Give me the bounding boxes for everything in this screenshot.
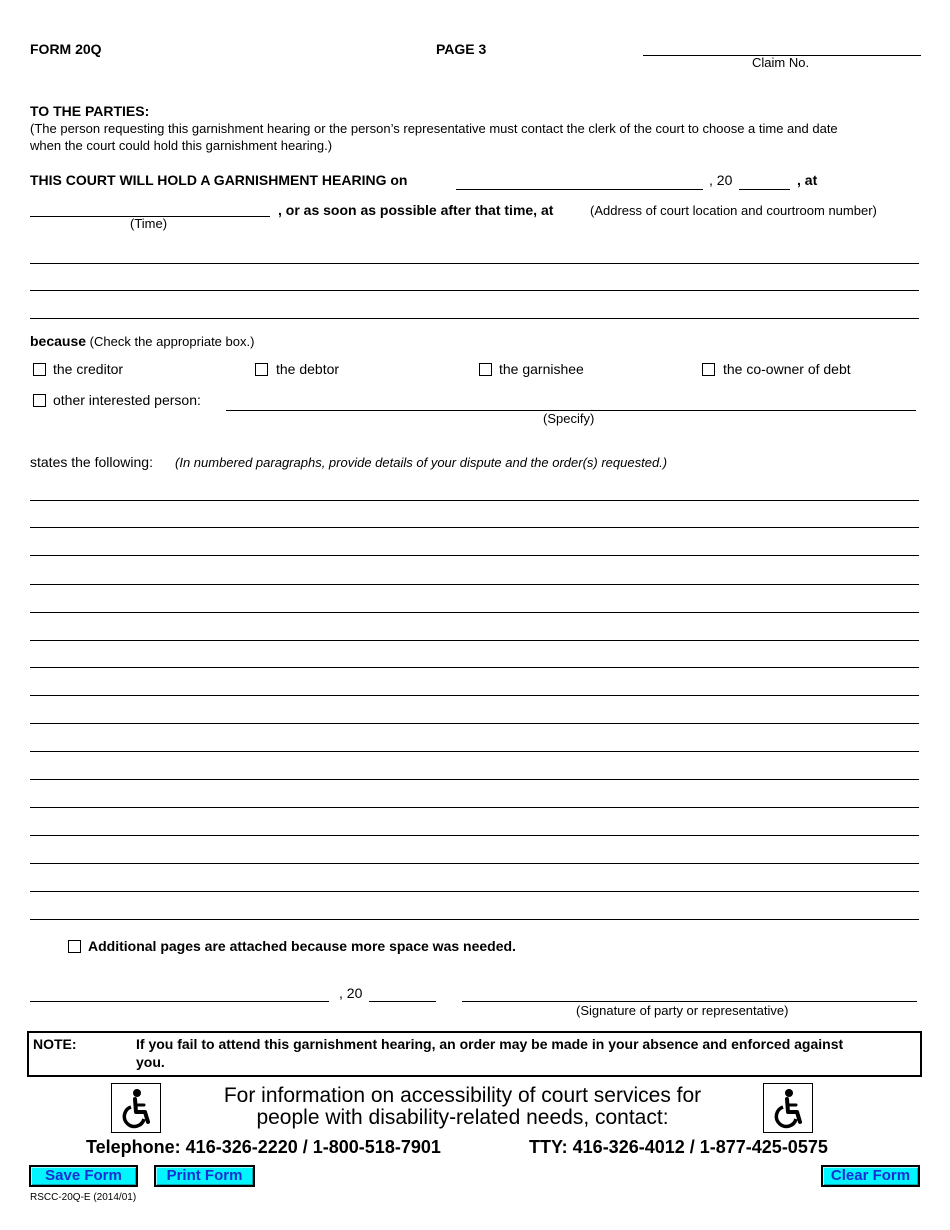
statement-line[interactable] (30, 863, 919, 864)
note-label: NOTE: (33, 1036, 77, 1052)
wheelchair-icon (111, 1083, 161, 1133)
signature-date-field[interactable] (30, 1001, 329, 1002)
time-caption: (Time) (130, 216, 168, 231)
statement-label: states the following: (30, 454, 153, 470)
hearing-at: , at (797, 172, 818, 188)
signature-field[interactable] (462, 1001, 917, 1002)
hearing-soon: , or as soon as possible after that time, at (278, 202, 554, 218)
statement-line[interactable] (30, 612, 919, 613)
address-hint: (Address of court location and courtroom number) (590, 203, 877, 218)
other-person-checkbox[interactable] (33, 394, 46, 407)
statement-line[interactable] (30, 584, 919, 585)
statement-line[interactable] (30, 555, 919, 556)
signature-caption: (Signature of party or representative) (576, 1003, 789, 1018)
note-box (27, 1031, 922, 1077)
co-owner-label: the co-owner of debt (723, 361, 851, 377)
hearing-date-field[interactable] (456, 189, 703, 190)
clear-form-button[interactable]: Clear Form (821, 1165, 920, 1187)
form-code: RSCC-20Q-E (2014/01) (30, 1192, 137, 1203)
signature-year-field[interactable] (369, 1001, 436, 1002)
hearing-year-field[interactable] (739, 189, 790, 190)
debtor-label: the debtor (276, 361, 340, 377)
debtor-checkbox[interactable] (255, 363, 268, 376)
statement-line[interactable] (30, 695, 919, 696)
because-label-row (30, 333, 254, 349)
statement-line[interactable] (30, 667, 919, 668)
parties-instruction-line1: (The person requesting this garnishment hearing or the person’s representative must contact the clerk of the court to choose a time and date (30, 121, 838, 136)
statement-line[interactable] (30, 807, 919, 808)
co-owner-checkbox[interactable] (702, 363, 715, 376)
statement-line[interactable] (30, 500, 919, 501)
additional-pages-checkbox[interactable] (68, 940, 81, 953)
telephone-number: Telephone: 416-326-2220 / 1-800-518-7901 (86, 1137, 441, 1157)
creditor-checkbox[interactable] (33, 363, 46, 376)
specify-caption: (Specify) (543, 411, 595, 426)
note-text-line2: you. (136, 1054, 165, 1070)
garnishee-checkbox[interactable] (479, 363, 492, 376)
note-text-line1: If you fail to attend this garnishment hearing, an order may be made in your absence and enforced against (136, 1036, 844, 1052)
statement-line[interactable] (30, 919, 919, 920)
creditor-label: the creditor (53, 361, 124, 377)
address-line-2[interactable] (30, 290, 919, 291)
address-line-1[interactable] (30, 263, 919, 264)
other-person-label: other interested person: (53, 392, 201, 408)
statement-line[interactable] (30, 835, 919, 836)
because-label: because (30, 333, 87, 349)
statement-line[interactable] (30, 891, 919, 892)
accessibility-line1: For information on accessibility of court services for (223, 1084, 702, 1107)
statement-line[interactable] (30, 527, 919, 528)
statement-line[interactable] (30, 751, 919, 752)
form-id: FORM 20Q (30, 41, 102, 57)
statement-hint: (In numbered paragraphs, provide details of your dispute and the order(s) requested.) (175, 455, 668, 470)
accessibility-info (200, 1085, 725, 1129)
address-line-3[interactable] (30, 318, 919, 319)
parties-heading: TO THE PARTIES: (30, 103, 150, 119)
wheelchair-icon (763, 1083, 813, 1133)
parties-instruction-line2: when the court could hold this garnishment hearing.) (30, 138, 333, 153)
hearing-lead: THIS COURT WILL HOLD A GARNISHMENT HEARING on (30, 172, 408, 188)
garnishee-label: the garnishee (499, 361, 584, 377)
tty-number: TTY: 416-326-4012 / 1-877-425-0575 (529, 1137, 828, 1157)
statement-line[interactable] (30, 640, 919, 641)
hearing-year-prefix: , 20 (709, 172, 733, 188)
claim-label: Claim No. (752, 55, 810, 70)
accessibility-line2: people with disability-related needs, contact: (256, 1106, 669, 1129)
page-number: PAGE 3 (436, 41, 487, 57)
additional-pages-label: Additional pages are attached because more space was needed. (88, 938, 516, 954)
statement-line[interactable] (30, 779, 919, 780)
because-hint: (Check the appropriate box.) (89, 334, 255, 349)
signature-year-prefix: , 20 (339, 985, 363, 1001)
statement-line[interactable] (30, 723, 919, 724)
save-form-button[interactable]: Save Form (29, 1165, 138, 1187)
print-form-button[interactable]: Print Form (154, 1165, 255, 1187)
